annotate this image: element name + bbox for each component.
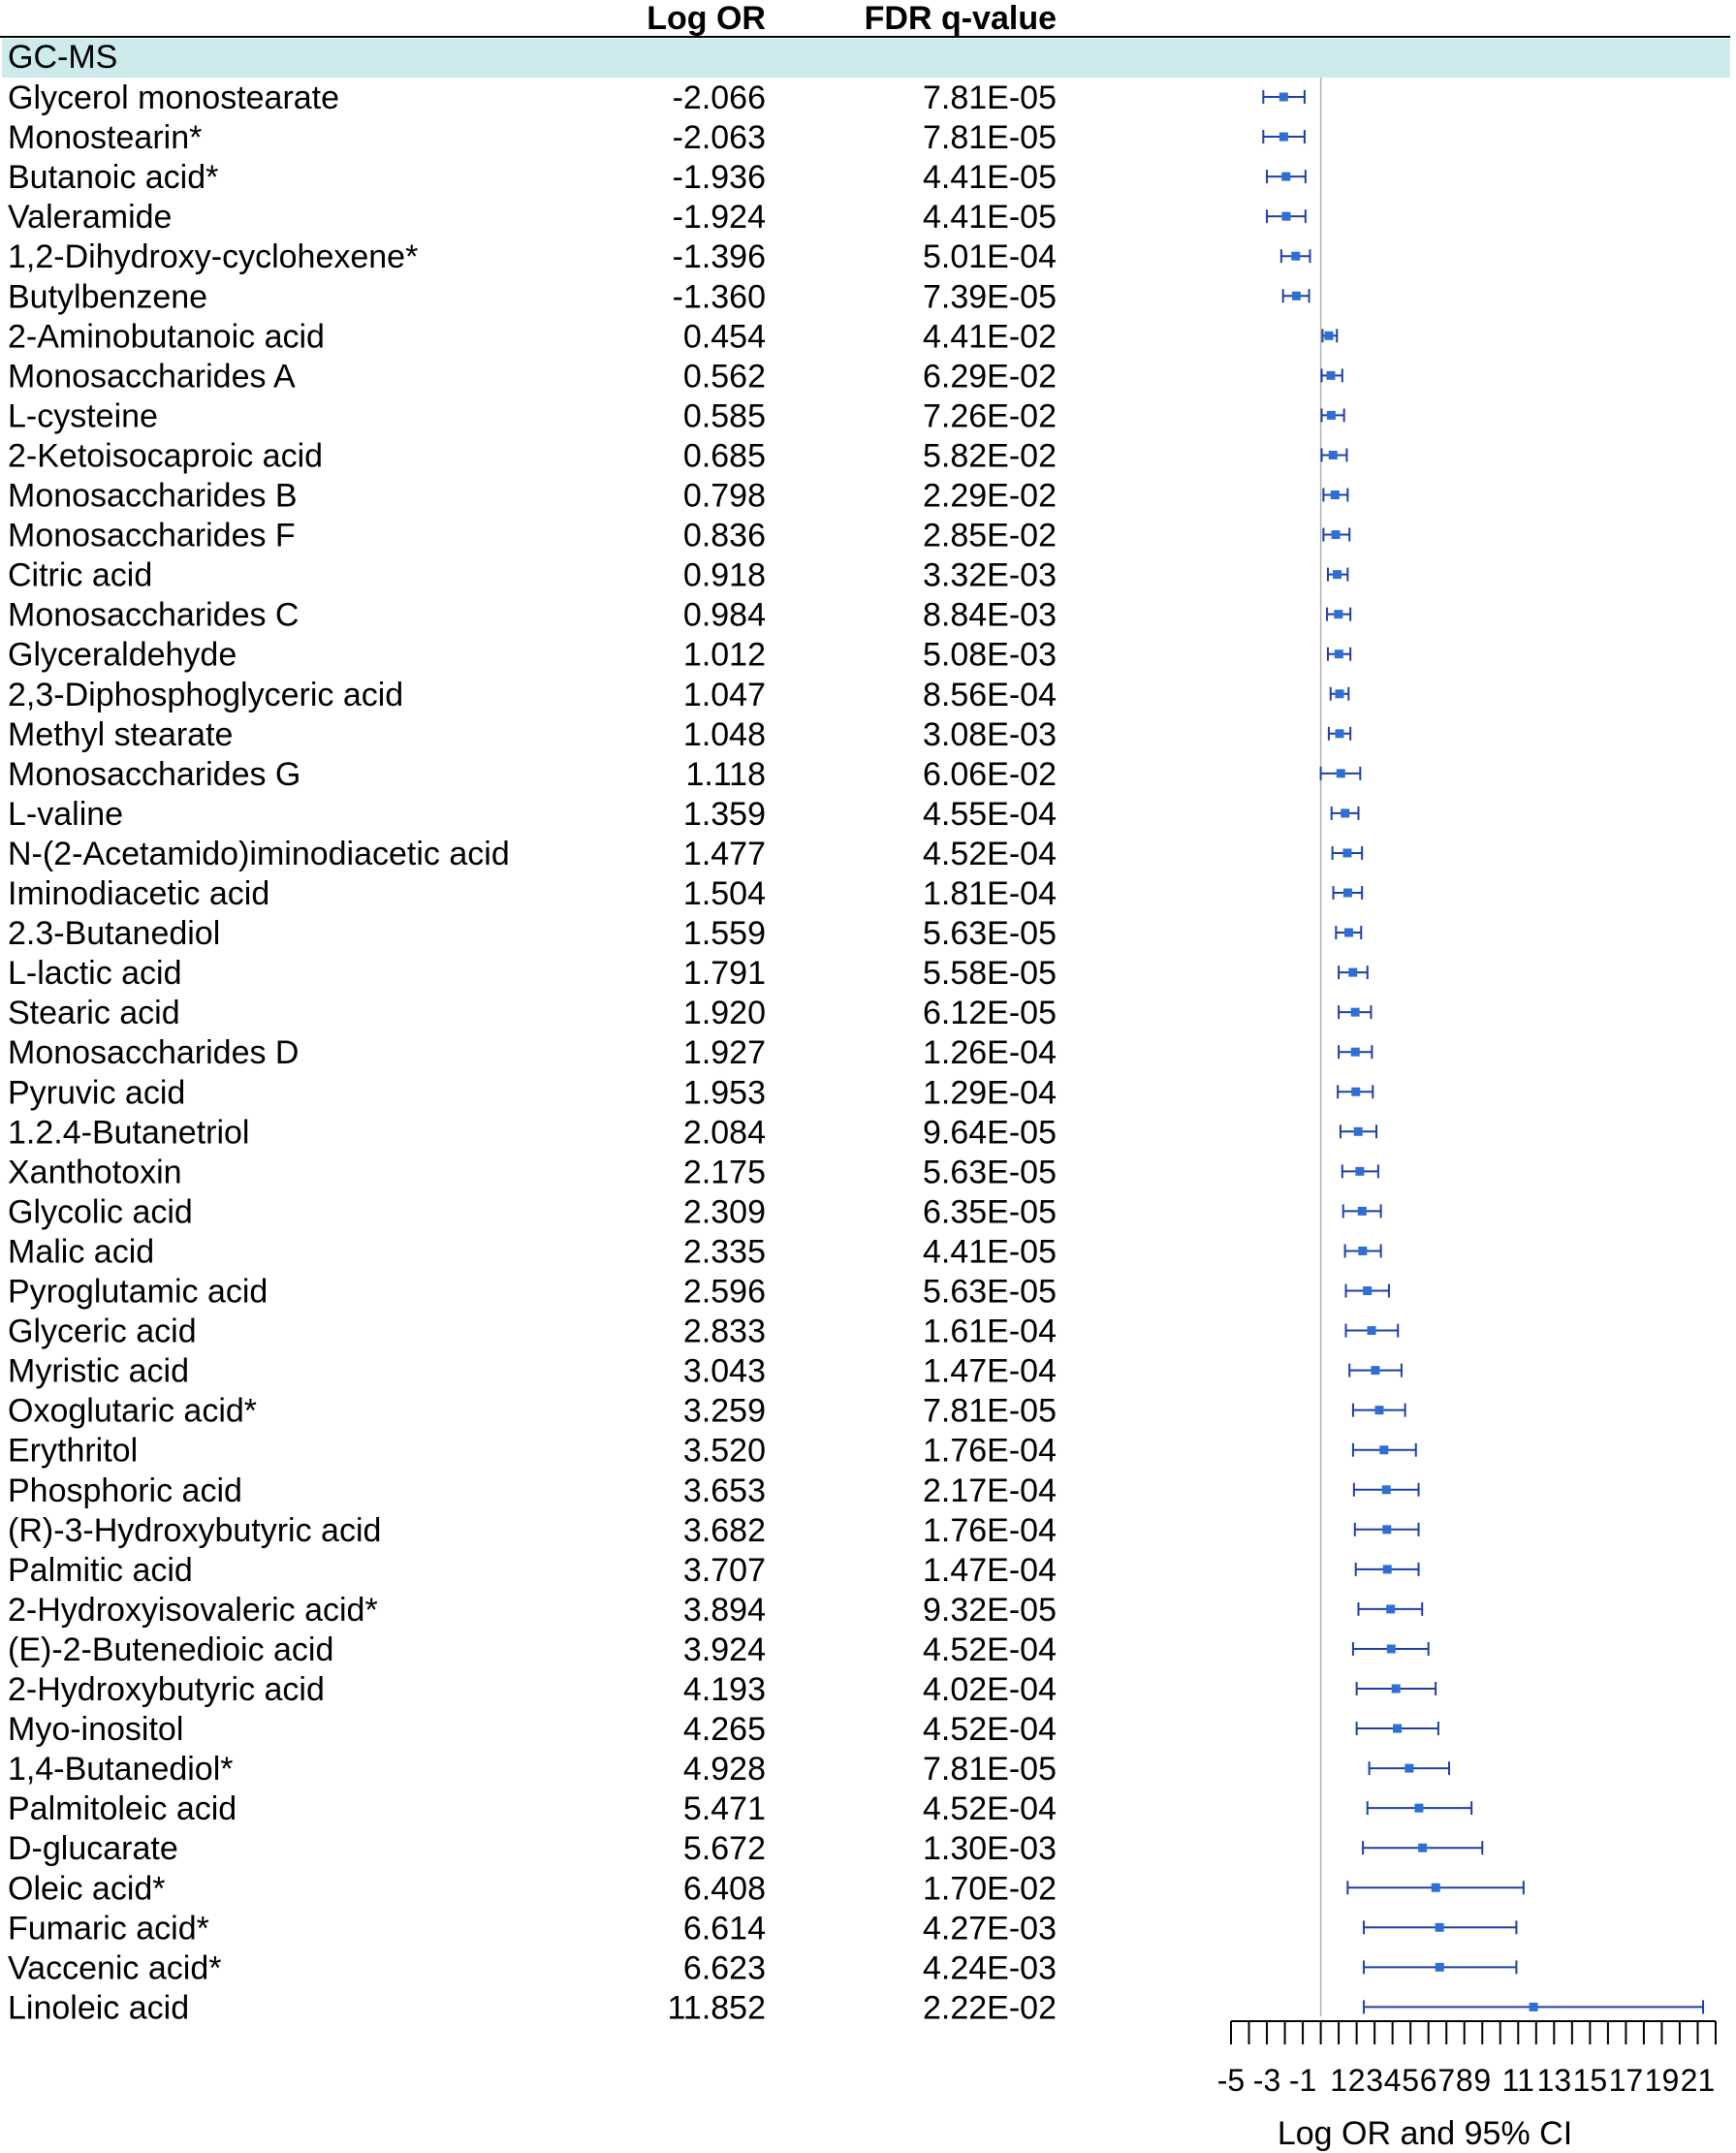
- log-or-value: -2.066: [672, 79, 766, 116]
- log-or-value: 2.175: [682, 1154, 766, 1191]
- metabolite-name: Myo-inositol: [8, 1711, 184, 1749]
- fdr-q-value: 7.81E-05: [923, 1392, 1057, 1430]
- log-or-value: 1.920: [682, 995, 766, 1032]
- x-axis: [1217, 2021, 1716, 2098]
- log-or-value: 0.562: [682, 358, 766, 396]
- metabolite-name: 2-Aminobutanoic acid: [8, 318, 325, 356]
- point-estimate-marker: [1329, 451, 1338, 459]
- metabolite-name: Monosaccharides A: [8, 358, 296, 396]
- point-estimate-marker: [1281, 173, 1290, 181]
- fdr-header: FDR q-value: [864, 0, 1057, 37]
- metabolite-name: D-glucarate: [8, 1830, 178, 1868]
- metabolite-name: (E)-2-Butenedioic acid: [8, 1631, 334, 1668]
- point-estimate-marker: [1292, 292, 1301, 301]
- x-tick-label: -1: [1288, 2063, 1317, 2098]
- fdr-q-value: 6.06E-02: [923, 755, 1057, 793]
- point-estimate-marker: [1332, 530, 1341, 539]
- log-or-value: 1.953: [682, 1074, 766, 1112]
- log-or-value: 1.504: [682, 875, 766, 912]
- fdr-q-value: 6.12E-05: [923, 995, 1057, 1032]
- log-or-value: 1.359: [682, 795, 766, 833]
- log-or-value: 5.672: [682, 1830, 766, 1868]
- log-or-value: 1.048: [682, 715, 766, 753]
- fdr-q-value: 9.32E-05: [923, 1591, 1057, 1629]
- metabolite-name: Iminodiacetic acid: [8, 875, 270, 912]
- metabolite-name: 2,3-Diphosphoglyceric acid: [8, 676, 404, 713]
- forest-row: [8, 1751, 1449, 1788]
- fdr-q-value: 1.76E-04: [923, 1511, 1057, 1549]
- metabolite-name: 2-Ketoisocaproic acid: [8, 437, 324, 475]
- log-or-value: 2.833: [682, 1313, 766, 1350]
- fdr-q-value: 5.01E-04: [923, 238, 1057, 276]
- forest-row: [8, 1034, 1372, 1071]
- point-estimate-marker: [1374, 1406, 1383, 1414]
- x-tick-label: 3: [1366, 2063, 1384, 2098]
- point-estimate-marker: [1387, 1644, 1396, 1653]
- x-tick-label: 15: [1572, 2063, 1608, 2098]
- fdr-q-value: 1.70E-02: [923, 1870, 1057, 1908]
- fdr-q-value: 7.81E-05: [923, 79, 1057, 116]
- forest-row: [8, 1552, 1419, 1589]
- group-label: GC-MS: [8, 39, 118, 76]
- forest-row: [8, 557, 1347, 594]
- log-or-value: -1.924: [672, 199, 766, 237]
- x-tick-label: 13: [1536, 2063, 1572, 2098]
- metabolite-name: 2-Hydroxyisovaleric acid*: [8, 1591, 378, 1629]
- metabolite-name: Pyroglutamic acid: [8, 1273, 268, 1311]
- metabolite-name: (R)-3-Hydroxybutyric acid: [8, 1511, 382, 1549]
- x-tick-label: 19: [1644, 2063, 1680, 2098]
- point-estimate-marker: [1325, 332, 1334, 340]
- log-or-value: 0.836: [682, 517, 766, 554]
- point-estimate-marker: [1344, 929, 1353, 937]
- metabolite-name: Linoleic acid: [8, 1989, 190, 2027]
- forest-row: [8, 238, 1310, 275]
- log-or-value: 3.653: [682, 1472, 766, 1509]
- forest-row: [8, 995, 1371, 1031]
- log-or-value: -1.936: [672, 159, 766, 197]
- log-or-value: 0.984: [682, 596, 766, 634]
- point-estimate-marker: [1279, 93, 1288, 102]
- fdr-q-value: 1.47E-04: [923, 1551, 1057, 1589]
- log-or-value: 1.047: [682, 676, 766, 713]
- point-estimate-marker: [1354, 1127, 1363, 1136]
- forest-row: [8, 1393, 1405, 1430]
- fdr-q-value: 2.17E-04: [923, 1472, 1057, 1509]
- point-estimate-marker: [1331, 491, 1340, 499]
- x-tick-label: 4: [1383, 2063, 1402, 2098]
- log-or-value: 1.559: [682, 915, 766, 953]
- point-estimate-marker: [1334, 610, 1342, 618]
- forest-row: [8, 1472, 1419, 1509]
- metabolite-name: Xanthotoxin: [8, 1154, 182, 1191]
- log-or-value: 1.118: [685, 755, 766, 793]
- point-estimate-marker: [1382, 1525, 1391, 1534]
- x-tick-label: 1: [1330, 2063, 1348, 2098]
- forest-row: [8, 79, 1305, 116]
- log-or-value: 2.084: [682, 1114, 766, 1152]
- forest-row: [8, 1353, 1402, 1390]
- metabolite-name: Oxoglutaric acid*: [8, 1392, 258, 1430]
- log-or-value: 3.707: [682, 1551, 766, 1589]
- log-or-value: 0.685: [682, 437, 766, 475]
- forest-row: [8, 119, 1305, 156]
- fdr-q-value: 5.63E-05: [923, 1273, 1057, 1311]
- metabolite-name: Myristic acid: [8, 1352, 190, 1390]
- point-estimate-marker: [1432, 1884, 1440, 1892]
- forest-row: [8, 1193, 1381, 1230]
- fdr-q-value: 7.81E-05: [923, 1751, 1057, 1789]
- log-or-value: 6.614: [682, 1910, 766, 1947]
- forest-row: [8, 1631, 1429, 1668]
- fdr-q-value: 7.26E-02: [923, 397, 1057, 435]
- forest-row: [8, 637, 1350, 674]
- point-estimate-marker: [1327, 411, 1336, 420]
- forest-row: [8, 199, 1306, 236]
- point-estimate-marker: [1418, 1844, 1427, 1852]
- fdr-q-value: 6.29E-02: [923, 358, 1057, 396]
- forest-row: [8, 437, 1346, 474]
- forest-row: [8, 1233, 1381, 1270]
- log-or-header: Log OR: [647, 0, 766, 37]
- log-or-value: 0.798: [682, 477, 766, 515]
- forest-row: [8, 1074, 1373, 1111]
- log-or-value: 3.043: [682, 1352, 766, 1390]
- log-or-value: -1.396: [672, 238, 766, 276]
- group-band-background: [2, 39, 1730, 78]
- fdr-q-value: 2.22E-02: [923, 1989, 1057, 2027]
- point-estimate-marker: [1355, 1167, 1364, 1176]
- x-tick-label: -3: [1252, 2063, 1281, 2098]
- log-or-value: 3.924: [682, 1631, 766, 1668]
- point-estimate-marker: [1333, 570, 1341, 579]
- metabolite-name: N-(2-Acetamido)iminodiacetic acid: [8, 835, 510, 872]
- fdr-q-value: 1.61E-04: [923, 1313, 1057, 1350]
- forest-row: [8, 1592, 1422, 1629]
- point-estimate-marker: [1358, 1207, 1367, 1216]
- metabolite-name: Citric acid: [8, 556, 153, 594]
- point-estimate-marker: [1363, 1286, 1372, 1295]
- forest-row: [8, 796, 1358, 833]
- column-headers: [0, 0, 1730, 37]
- x-tick-label: 11: [1501, 2063, 1534, 2098]
- point-estimate-marker: [1341, 808, 1349, 817]
- metabolite-name: Valeramide: [8, 199, 173, 237]
- log-or-value: 1.477: [682, 835, 766, 872]
- metabolite-name: Monosaccharides D: [8, 1034, 300, 1072]
- forest-row: [8, 1512, 1419, 1549]
- fdr-q-value: 5.63E-05: [923, 915, 1057, 953]
- point-estimate-marker: [1337, 769, 1345, 777]
- log-or-value: 11.852: [667, 1989, 766, 2027]
- metabolite-name: Glyceric acid: [8, 1313, 197, 1350]
- log-or-value: 3.682: [682, 1511, 766, 1549]
- log-or-value: 4.193: [682, 1671, 766, 1708]
- point-estimate-marker: [1358, 1247, 1367, 1255]
- metabolite-name: Erythritol: [8, 1432, 139, 1470]
- point-estimate-marker: [1281, 212, 1290, 221]
- x-tick-label: 2: [1347, 2063, 1366, 2098]
- forest-row: [8, 677, 1348, 713]
- fdr-q-value: 5.58E-05: [923, 955, 1057, 993]
- fdr-q-value: 4.41E-05: [923, 199, 1057, 237]
- metabolite-name: Butylbenzene: [8, 278, 208, 316]
- fdr-q-value: 1.29E-04: [923, 1074, 1057, 1112]
- fdr-q-value: 5.63E-05: [923, 1154, 1057, 1191]
- metabolite-name: Glyceraldehyde: [8, 636, 237, 674]
- point-estimate-marker: [1351, 1048, 1360, 1057]
- metabolite-name: Monosaccharides B: [8, 477, 298, 515]
- point-estimate-marker: [1368, 1326, 1376, 1335]
- log-or-value: 6.623: [682, 1949, 766, 1987]
- forest-row: [8, 1274, 1389, 1311]
- log-or-value: 2.335: [682, 1233, 766, 1271]
- fdr-q-value: 1.26E-04: [923, 1034, 1057, 1072]
- point-estimate-marker: [1335, 689, 1343, 698]
- fdr-q-value: 4.24E-03: [923, 1949, 1057, 1987]
- forest-row: [8, 716, 1350, 753]
- forest-row: [8, 1910, 1516, 1947]
- point-estimate-marker: [1386, 1604, 1395, 1613]
- log-or-value: -2.063: [672, 119, 766, 157]
- x-axis-title: Log OR and 95% CI: [1277, 2115, 1573, 2152]
- metabolite-name: L-valine: [8, 795, 124, 833]
- forest-rows: [8, 79, 1703, 2026]
- x-tick-label: 7: [1437, 2063, 1456, 2098]
- fdr-q-value: 9.64E-05: [923, 1114, 1057, 1152]
- metabolite-name: Palmitoleic acid: [8, 1790, 237, 1828]
- log-or-value: 1.791: [682, 955, 766, 993]
- metabolite-name: Glycolic acid: [8, 1193, 193, 1231]
- metabolite-name: Methyl stearate: [8, 715, 234, 753]
- metabolite-name: 2-Hydroxybutyric acid: [8, 1671, 325, 1708]
- x-tick-label: 8: [1455, 2063, 1473, 2098]
- fdr-q-value: 1.76E-04: [923, 1432, 1057, 1470]
- forest-row: [8, 836, 1362, 872]
- point-estimate-marker: [1351, 1088, 1360, 1096]
- point-estimate-marker: [1530, 2003, 1538, 2011]
- metabolite-name: Monosaccharides C: [8, 596, 300, 634]
- metabolite-name: Pyruvic acid: [8, 1074, 186, 1112]
- x-tick-label: 21: [1680, 2063, 1716, 2098]
- metabolite-name: Monostearin*: [8, 119, 203, 157]
- x-tick-label: -5: [1216, 2063, 1246, 2098]
- point-estimate-marker: [1393, 1725, 1402, 1733]
- point-estimate-marker: [1279, 133, 1288, 142]
- forest-row: [8, 875, 1362, 912]
- point-estimate-marker: [1342, 848, 1351, 857]
- point-estimate-marker: [1371, 1366, 1379, 1375]
- log-or-value: 2.596: [682, 1273, 766, 1311]
- group-band: [2, 39, 1730, 78]
- point-estimate-marker: [1392, 1685, 1401, 1694]
- forest-row: [8, 1949, 1516, 1986]
- fdr-q-value: 4.52E-04: [923, 1711, 1057, 1749]
- log-or-value: 0.918: [682, 556, 766, 594]
- log-or-value: 0.454: [682, 318, 766, 356]
- forest-row: [8, 159, 1306, 196]
- point-estimate-marker: [1414, 1804, 1423, 1813]
- metabolite-name: L-cysteine: [8, 397, 158, 435]
- forest-row: [8, 1870, 1524, 1907]
- fdr-q-value: 2.85E-02: [923, 517, 1057, 554]
- forest-row: [8, 1830, 1482, 1867]
- log-or-value: -1.360: [672, 278, 766, 316]
- fdr-q-value: 4.52E-04: [923, 1631, 1057, 1668]
- point-estimate-marker: [1382, 1485, 1391, 1494]
- point-estimate-marker: [1335, 649, 1343, 658]
- fdr-q-value: 7.81E-05: [923, 119, 1057, 157]
- log-or-value: 1.012: [682, 636, 766, 674]
- point-estimate-marker: [1348, 968, 1357, 977]
- fdr-q-value: 8.84E-03: [923, 596, 1057, 634]
- metabolite-name: Stearic acid: [8, 995, 180, 1032]
- log-or-value: 4.928: [682, 1751, 766, 1789]
- log-or-value: 6.408: [682, 1870, 766, 1908]
- fdr-q-value: 4.41E-05: [923, 1233, 1057, 1271]
- point-estimate-marker: [1379, 1445, 1388, 1454]
- forest-row: [8, 756, 1360, 793]
- forest-row: [8, 278, 1310, 315]
- fdr-q-value: 1.47E-04: [923, 1352, 1057, 1390]
- fdr-q-value: 8.56E-04: [923, 676, 1057, 713]
- point-estimate-marker: [1343, 889, 1352, 898]
- log-or-value: 0.585: [682, 397, 766, 435]
- metabolite-name: Oleic acid*: [8, 1870, 166, 1908]
- forest-row: [8, 358, 1342, 395]
- metabolite-name: Glycerol monostearate: [8, 79, 340, 116]
- point-estimate-marker: [1436, 1963, 1444, 1972]
- log-or-value: 4.265: [682, 1711, 766, 1749]
- metabolite-name: Phosphoric acid: [8, 1472, 242, 1509]
- point-estimate-marker: [1436, 1923, 1444, 1932]
- metabolite-name: Fumaric acid*: [8, 1910, 209, 1947]
- forest-row: [8, 1433, 1416, 1470]
- forest-row: [8, 1154, 1378, 1190]
- metabolite-name: Monosaccharides G: [8, 755, 301, 793]
- fdr-q-value: 4.52E-04: [923, 835, 1057, 872]
- log-or-value: 2.309: [682, 1193, 766, 1231]
- metabolite-name: 1.2.4-Butanetriol: [8, 1114, 250, 1152]
- metabolite-name: 1,2-Dihydroxy-cyclohexene*: [8, 238, 419, 276]
- log-or-value: 3.259: [682, 1392, 766, 1430]
- x-tick-label: 6: [1419, 2063, 1437, 2098]
- forest-row: [8, 1671, 1436, 1708]
- fdr-q-value: 7.39E-05: [923, 278, 1057, 316]
- fdr-q-value: 5.08E-03: [923, 636, 1057, 674]
- metabolite-name: Vaccenic acid*: [8, 1949, 222, 1987]
- point-estimate-marker: [1327, 371, 1336, 380]
- forest-row: [8, 1711, 1438, 1748]
- point-estimate-marker: [1383, 1565, 1392, 1573]
- point-estimate-marker: [1291, 252, 1300, 261]
- forest-row: [8, 955, 1368, 992]
- metabolite-name: Malic acid: [8, 1233, 155, 1271]
- fdr-q-value: 6.35E-05: [923, 1193, 1057, 1231]
- fdr-q-value: 1.81E-04: [923, 875, 1057, 912]
- log-or-value: 5.471: [682, 1790, 766, 1828]
- x-tick-label: 9: [1473, 2063, 1492, 2098]
- fdr-q-value: 4.41E-02: [923, 318, 1057, 356]
- forest-row: [8, 478, 1347, 515]
- forest-row: [8, 1114, 1376, 1151]
- forest-row: [8, 915, 1361, 952]
- forest-row: [8, 1790, 1471, 1827]
- forest-row: [8, 397, 1344, 434]
- fdr-q-value: 3.08E-03: [923, 715, 1057, 753]
- metabolite-name: 1,4-Butanediol*: [8, 1751, 234, 1789]
- fdr-q-value: 4.02E-04: [923, 1671, 1057, 1708]
- x-tick-label: 17: [1608, 2063, 1644, 2098]
- x-tick-label: 5: [1402, 2063, 1420, 2098]
- fdr-q-value: 4.41E-05: [923, 159, 1057, 197]
- forest-row: [8, 1314, 1398, 1350]
- fdr-q-value: 4.55E-04: [923, 795, 1057, 833]
- log-or-value: 3.894: [682, 1591, 766, 1629]
- log-or-value: 1.927: [682, 1034, 766, 1072]
- fdr-q-value: 4.27E-03: [923, 1910, 1057, 1947]
- metabolite-name: L-lactic acid: [8, 955, 182, 993]
- point-estimate-marker: [1351, 1008, 1360, 1017]
- fdr-q-value: 4.52E-04: [923, 1790, 1057, 1828]
- fdr-q-value: 3.32E-03: [923, 556, 1057, 594]
- metabolite-name: 2.3-Butanediol: [8, 915, 221, 953]
- forest-row: [8, 318, 1337, 355]
- log-or-value: 3.520: [682, 1432, 766, 1470]
- fdr-q-value: 2.29E-02: [923, 477, 1057, 515]
- forest-row: [8, 518, 1349, 554]
- metabolite-name: Butanoic acid*: [8, 159, 219, 197]
- point-estimate-marker: [1336, 729, 1344, 738]
- metabolite-name: Palmitic acid: [8, 1551, 193, 1589]
- fdr-q-value: 1.30E-03: [923, 1830, 1057, 1868]
- forest-row: [8, 597, 1350, 634]
- fdr-q-value: 5.82E-02: [923, 437, 1057, 475]
- metabolite-name: Monosaccharides F: [8, 517, 296, 554]
- point-estimate-marker: [1405, 1764, 1413, 1773]
